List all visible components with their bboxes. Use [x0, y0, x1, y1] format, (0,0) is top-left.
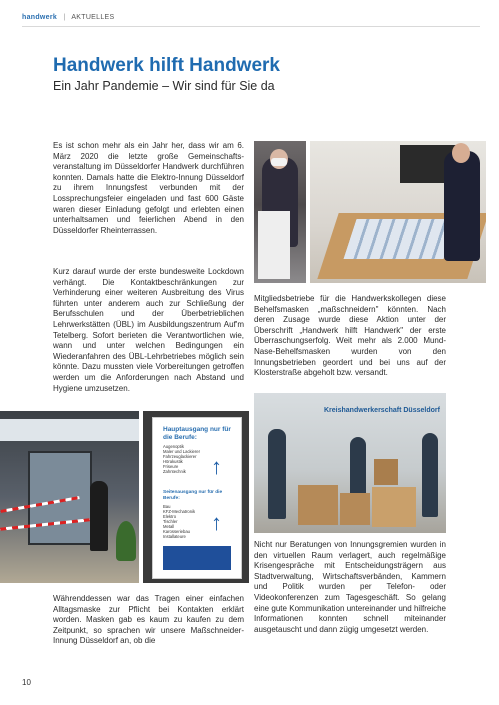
arrow-up-icon: ↑ [211, 454, 222, 479]
section-label: AKTUELLES [71, 14, 115, 21]
sign-list-side: Bau KFZ-Mechatronik Elektro Tischler Metall Karosseriebau Installateure [163, 504, 196, 539]
photo-entrance [0, 411, 139, 583]
arrow-up-icon: ↑ [211, 510, 222, 535]
sign-heading-side: Seitenausgang nur für die Berufe: [163, 490, 223, 501]
page-number: 10 [22, 678, 31, 687]
article-subtitle: Ein Jahr Pandemie – Wir sind für Sie da [53, 79, 275, 93]
paragraph-mask-duty: Währenddessen war das Tragen einer einfachen Alltagsmaske zur Pflicht bei Kontakten erklärt worden. Masken gab es kaum zu kaufen zu dem Zeitpunkt, so sprachen wir unsere Maßschneider-Innung Düsseldorf an, ob die [53, 594, 244, 646]
photo-masks-table [310, 141, 486, 283]
photo-team-boxes [254, 393, 446, 533]
paragraph-masks-action: Mitgliedsbetriebe für die Handwerkskollegen diese Behelfsmasken „maßschneidern" könnten. Nach deren Zusage wurde diese Aktion unter der Überschrift „Handwerk hilft Handwerk" der erste Überraschungserfolg. Weit mehr als 2.000 Mund-Nase-Behelfsmasken wurden von den Innungsbetrieben geordert und bei uns auf der Klosterstraße abgeholt bzw. versandt. [254, 294, 446, 378]
wall-sign: Kreishandwerkerschaft Düsseldorf [324, 407, 440, 414]
brand-logo: handwerk [22, 14, 58, 21]
sign-list-main: Augenoptik Maler und Lackierer Fahrzeuglackierer Hörakustik Friseure Zahntechnik [163, 444, 201, 474]
photo-exit-sign [143, 411, 249, 583]
running-header [22, 14, 114, 21]
paragraph-lockdown: Kurz darauf wurde der erste bundesweite Lockdown verhängt. Die Kontaktbeschränkungen zur Verhinderung einer weiteren Ausbreitung des Virus führten unter anderem auch zur Schließung der Berufsschulen und der Überbetrieblichen Lehrwerkstätten (ÜBL) im Ausbildungszentrum Auf'm Tetelberg. Sofort berieten die Verantwortlichen wie, wann und unter welchen Bedingungen ein Wiederanfahren des ÜBL-Lehrbetriebes möglich sein könnte. Dazu mussten viele Vorbereitungen getroffen werden um die Anforderungen nach Abstand und Hygiene umzusetzen. [53, 267, 244, 393]
header-separator: | [63, 14, 66, 21]
sign-heading-main: Hauptausgang nur für die Berufe: [163, 426, 231, 441]
article-title: Handwerk hilft Handwerk [53, 55, 280, 76]
paragraph-intro: Es ist schon mehr als ein Jahr her, dass wir am 6. März 2020 die letzte große Gemeinschafts-veranstaltung im Düsseldorfer Handwerk durchführen konnten. Damals hatte die Elektro-Innung Düsseldorf zu ihrem Innungsfest verbunden mit der Lossprechungsfeier eingeladen und fast 600 Gäste waren dieser Einladung gefolgt und erlebten einen unterhaltsamen und feierlichen Abend in den Düsseldorfer Rheinterrassen. [53, 141, 244, 235]
header-divider [22, 26, 480, 27]
paragraph-virtual-meetings: Nicht nur Beratungen von Innungsgremien wurden in den virtuellen Raum verlagert, auch regelmäßige Krisengespräche mit Entscheidungsträgern aus Stadtverwaltung, Wirtschaftsverbänden, Kammern und Politik wurden per Telefon- oder Videokonferenzen zum Tagesgeschäft. So gelang eine gute Kommunikation untereinander und hilfreiche Informationen konnten schnell miteinander ausgetauscht und dann zügig umgesetzt werden. [254, 540, 446, 634]
photo-mask-maker [254, 141, 306, 283]
distance-notice-bar [163, 546, 231, 570]
